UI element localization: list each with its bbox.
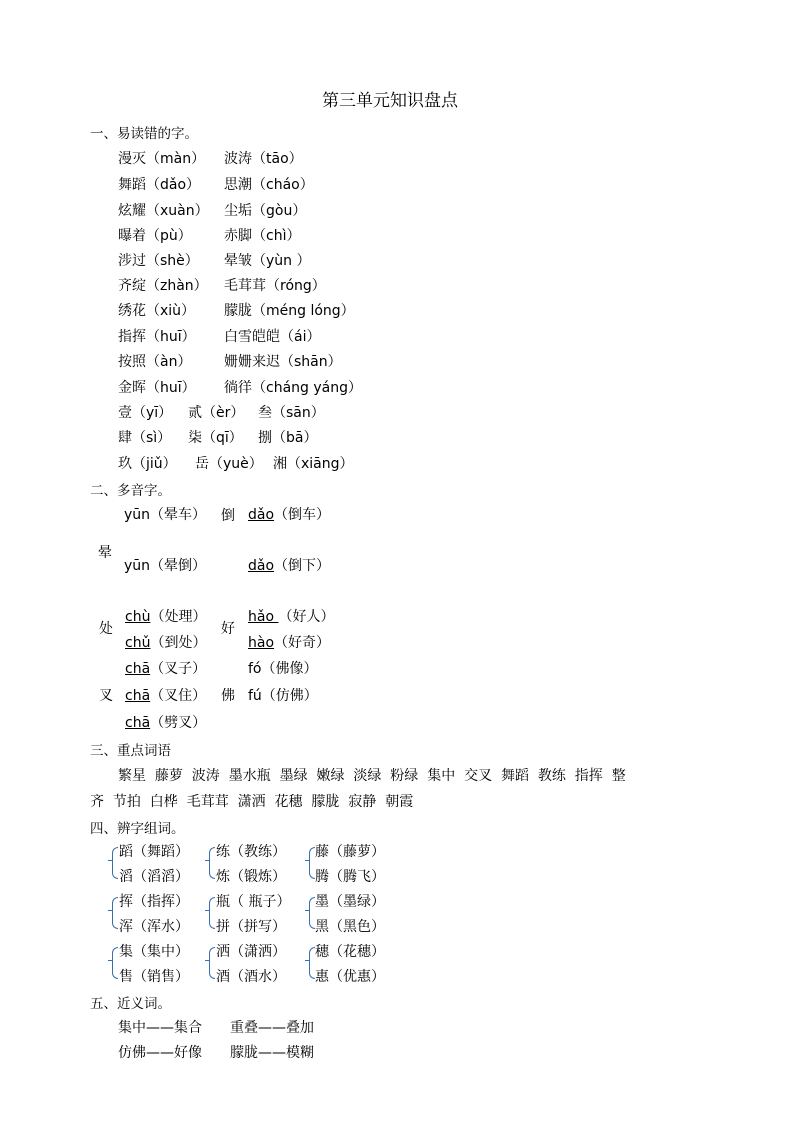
- synonym-pair: 仿佛——好像: [118, 1045, 202, 1061]
- char-pair-item: 瓶（ 瓶子）: [216, 894, 291, 910]
- char-pair-item: 挥（指挥）: [119, 894, 189, 910]
- char-pair-item: 蹈（舞蹈）: [119, 844, 189, 860]
- word-item: 思潮（cháo）: [224, 177, 314, 193]
- word-item: 柒（qī）: [188, 430, 243, 446]
- page-title: 第三单元知识盘点: [322, 91, 458, 111]
- word-item: 毛茸茸（róng）: [224, 278, 326, 294]
- brace-icon: [209, 847, 215, 879]
- char-pair-item: 炼（锻炼）: [216, 869, 286, 885]
- word-item: 舞蹈（dǎo）: [118, 177, 201, 193]
- brace-icon: [209, 947, 215, 979]
- polyphone-char: 晕: [98, 545, 112, 561]
- polyphone-char: 好: [221, 621, 235, 637]
- char-pair-item: 酒（酒水）: [216, 969, 286, 985]
- key-words-line: 齐 节拍 白桦 毛茸茸 潇洒 花穗 朦胧 寂静 朝霞: [90, 794, 414, 810]
- word-item: 漫灭（màn）: [118, 151, 206, 167]
- word-item: 金晖（huī）: [118, 380, 196, 396]
- char-pair-item: 浑（浑水）: [119, 919, 189, 935]
- word-item: 贰（èr）: [188, 405, 245, 421]
- polyphone-reading: chā（劈叉）: [125, 715, 207, 731]
- word-item: 晕皱（yùn ）: [224, 253, 311, 269]
- word-item: 肆（sì）: [118, 430, 172, 446]
- word-item: 绣花（xiù）: [118, 303, 196, 319]
- section-5-heading: 五、近义词。: [90, 996, 171, 1012]
- char-pair-item: 藤（藤萝）: [315, 844, 385, 860]
- word-item: 按照（àn）: [118, 354, 192, 370]
- synonym-pair: 朦胧——模糊: [230, 1045, 314, 1061]
- brace-icon: [112, 947, 118, 979]
- synonym-pair: 集中——集合: [118, 1020, 202, 1036]
- char-pair-item: 拼（拼写）: [216, 919, 286, 935]
- polyphone-char: 处: [99, 621, 113, 637]
- polyphone-reading: chù（处理）: [125, 609, 207, 625]
- word-item: 壹（yī）: [118, 405, 173, 421]
- char-pair-item: 售（销售）: [119, 969, 189, 985]
- word-item: 齐绽（zhàn）: [118, 278, 208, 294]
- polyphone-reading: dǎo（倒车）: [248, 507, 331, 523]
- word-item: 指挥（huī）: [118, 329, 196, 345]
- char-pair-item: 墨（墨绿）: [315, 894, 385, 910]
- section-1-heading: 一、易读错的字。: [90, 126, 198, 142]
- polyphone-reading: hǎo （好人）: [248, 609, 335, 625]
- word-item: 波涛（tāo）: [224, 151, 303, 167]
- word-item: 赤脚（chì）: [224, 228, 301, 244]
- char-pair-item: 穗（花穗）: [315, 944, 385, 960]
- char-pair-item: 惠（优惠）: [315, 969, 385, 985]
- polyphone-reading: chā（叉住）: [125, 688, 207, 704]
- word-item: 叁（sān）: [258, 405, 325, 421]
- char-pair-item: 练（教练）: [216, 844, 286, 860]
- brace-icon: [209, 897, 215, 929]
- word-item: 玖（jiǔ）: [118, 456, 177, 472]
- polyphone-reading: chā（叉子）: [125, 661, 207, 677]
- word-item: 徜徉（cháng yáng）: [224, 380, 362, 396]
- char-pair-item: 滔（滔滔）: [119, 869, 189, 885]
- polyphone-reading: yūn（晕倒）: [124, 558, 207, 574]
- char-pair-item: 洒（潇洒）: [216, 944, 286, 960]
- char-pair-item: 腾（腾飞）: [315, 869, 385, 885]
- word-item: 涉过（shè）: [118, 253, 199, 269]
- polyphone-char: 佛: [221, 688, 235, 704]
- polyphone-reading: dǎo（倒下）: [248, 558, 331, 574]
- section-4-heading: 四、辨字组词。: [90, 821, 185, 837]
- char-pair-item: 黑（黑色）: [315, 919, 385, 935]
- word-item: 捌（bā）: [258, 430, 318, 446]
- polyphone-reading: chǔ（到处）: [125, 635, 207, 651]
- word-item: 曝着（pù）: [118, 228, 192, 244]
- polyphone-char: 叉: [99, 688, 113, 704]
- synonym-pair: 重叠——叠加: [230, 1020, 314, 1036]
- section-3-heading: 三、重点词语: [90, 743, 171, 759]
- key-words-line: 繁星 藤萝 波涛 墨水瓶 墨绿 嫩绿 淡绿 粉绿 集中 交叉 舞蹈 教练 指挥 整: [118, 768, 626, 784]
- polyphone-reading: fó（佛像）: [248, 661, 318, 677]
- word-item: 尘垢（gòu）: [224, 203, 307, 219]
- word-item: 岳（yuè）: [195, 456, 263, 472]
- word-item: 姗姗来迟（shān）: [224, 354, 342, 370]
- word-item: 白雪皑皑（ái）: [224, 329, 321, 345]
- char-pair-item: 集（集中）: [119, 944, 189, 960]
- brace-icon: [112, 897, 118, 929]
- brace-icon: [112, 847, 118, 879]
- polyphone-char: 倒: [221, 508, 235, 524]
- word-item: 朦胧（méng lóng）: [224, 303, 355, 319]
- section-2-heading: 二、多音字。: [90, 483, 171, 499]
- polyphone-reading: yūn（晕车）: [124, 507, 207, 523]
- word-item: 湘（xiāng）: [273, 456, 354, 472]
- polyphone-reading: hào（好奇）: [248, 635, 331, 651]
- word-item: 炫耀（xuàn）: [118, 203, 209, 219]
- polyphone-reading: fú（仿佛）: [248, 688, 318, 704]
